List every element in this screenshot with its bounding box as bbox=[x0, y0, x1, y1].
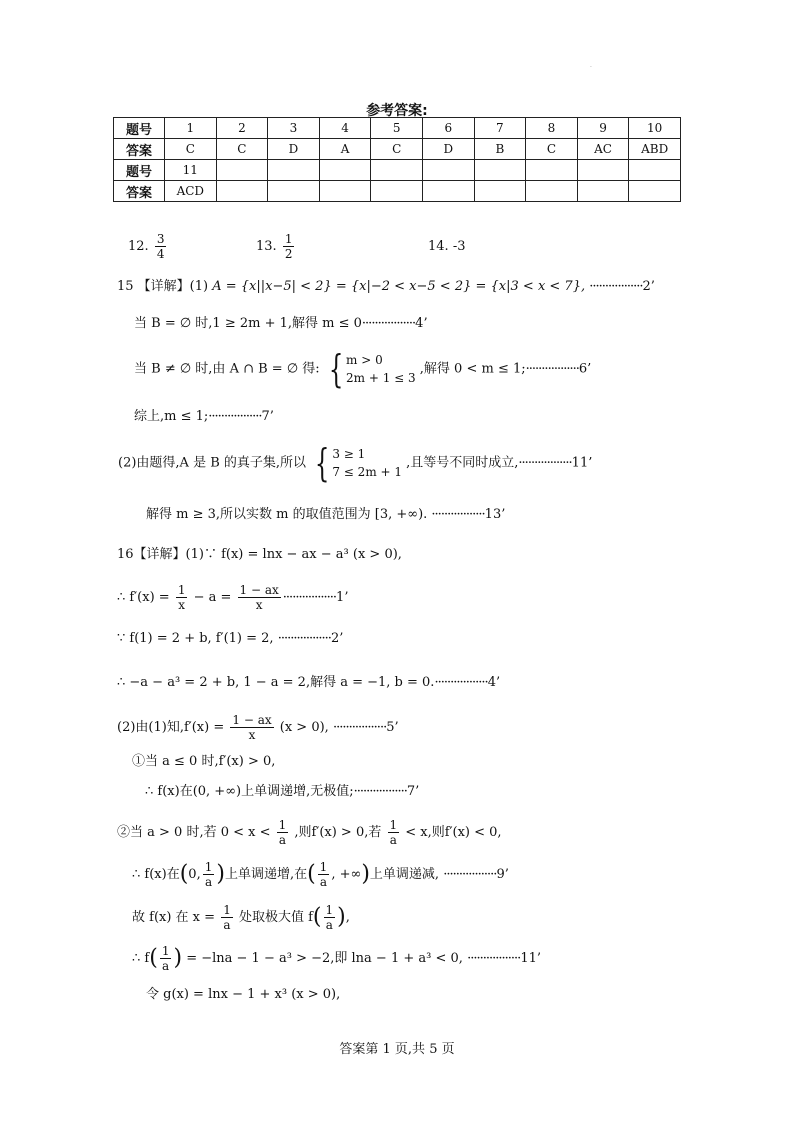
page-footer: 答案第 1 页,共 5 页 bbox=[339, 1042, 455, 1057]
table-cell: 11 bbox=[165, 160, 217, 181]
table-cell: 9 bbox=[577, 118, 629, 139]
table-cell: 3 bbox=[268, 118, 320, 139]
table-cell bbox=[422, 160, 474, 181]
table-cell bbox=[319, 181, 371, 202]
table-cell: C bbox=[371, 139, 423, 160]
table-cell bbox=[526, 160, 578, 181]
row-header: 题号 bbox=[114, 118, 165, 139]
table-cell: A bbox=[319, 139, 371, 160]
q15-line-1: 15 【详解】(1) A = {x||x−5| < 2} = {x|−2 < x−5 < 2} = {x|3 < x < 7}, ·················2’ bbox=[117, 279, 655, 294]
table-cell bbox=[629, 181, 681, 202]
table-cell bbox=[474, 160, 526, 181]
table-cell: 8 bbox=[526, 118, 578, 139]
table-row bbox=[114, 181, 681, 202]
table-cell: 5 bbox=[371, 118, 423, 139]
table-cell bbox=[526, 181, 578, 202]
table-cell bbox=[422, 181, 474, 202]
row-header: 答案 bbox=[114, 139, 165, 160]
q16-line-10: 故 f(x) 在 x = $\frac{1}{a}$ 处取极大值 f( $\frac{1}{a}$ ), bbox=[132, 903, 350, 932]
row-header: 答案 bbox=[114, 181, 165, 202]
table-cell bbox=[268, 181, 320, 202]
table-cell bbox=[577, 181, 629, 202]
q16-line-5: (2)由(1)知,f′(x) = $\frac{1 - ax}{x}$ (x > 0), ·················5’ bbox=[117, 713, 399, 742]
table-cell bbox=[629, 160, 681, 181]
q15-line-5: (2)由题得,A 是 B 的真子集,所以 { 3 ≥ 1 7 ≤ 2m + 1 ,且等号不同时成立,·················11’ bbox=[118, 441, 593, 485]
table-row bbox=[114, 118, 681, 139]
q16-line-3: ∵ f(1) = 2 + b, f′(1) = 2, ·················2’ bbox=[117, 631, 344, 646]
answer-12: 12. $\frac{3}{4}$ bbox=[128, 232, 165, 261]
q16-line-4: ∴ −a − a³ = 2 + b, 1 − a = 2,解得 a = −1, b = 0.·················4’ bbox=[117, 675, 501, 690]
table-cell: AC bbox=[577, 139, 629, 160]
table-cell bbox=[319, 160, 371, 181]
q16-line-11: ∴ f( $\frac{1}{a}$ ) = −lna − 1 − a³ > −2,即 lna − 1 + a³ < 0, ·················11’ bbox=[132, 944, 541, 973]
table-cell: B bbox=[474, 139, 526, 160]
q16-line-1: 16【详解】(1)∵ f(x) = lnx − ax − a³ (x > 0), bbox=[117, 547, 402, 562]
corner-mark: · bbox=[590, 64, 592, 71]
table-cell bbox=[371, 181, 423, 202]
table-cell bbox=[474, 181, 526, 202]
table-cell: 1 bbox=[165, 118, 217, 139]
answer-14: 14. -3 bbox=[428, 239, 466, 254]
table-cell: ABD bbox=[629, 139, 681, 160]
table-cell: 6 bbox=[422, 118, 474, 139]
q15-line-4: 综上,m ≤ 1;·················7’ bbox=[134, 409, 274, 424]
answer-title: 参考答案: bbox=[366, 103, 428, 119]
table-cell bbox=[216, 160, 268, 181]
equation-system: { 3 ≥ 1 7 ≤ 2m + 1 bbox=[315, 441, 403, 485]
table-cell: 7 bbox=[474, 118, 526, 139]
q16-line-9: ∴ f(x)在(0, $\frac{1}{a}$ )上单调递增,在( $\frac{1}{a}$ , +∞)上单调递减, ·················9’ bbox=[132, 860, 509, 889]
table-cell: D bbox=[268, 139, 320, 160]
q16-line-8: ②当 a > 0 时,若 0 < x < $\frac{1}{a}$ ,则f′(x) > 0,若 $\frac{1}{a}$ < x,则f′(x) < 0, bbox=[117, 818, 502, 847]
q16-line-2: ∴ f′(x) = $\frac{1}{x}$ − a = $\frac{1 - ax}{x}$ ·················1’ bbox=[117, 583, 349, 612]
answer-table bbox=[113, 117, 681, 202]
table-cell bbox=[371, 160, 423, 181]
fraction: $\frac{3}{4}$ bbox=[156, 232, 165, 261]
table-row bbox=[114, 139, 681, 160]
table-cell: C bbox=[526, 139, 578, 160]
table-cell: C bbox=[216, 139, 268, 160]
table-cell: D bbox=[422, 139, 474, 160]
table-cell: 2 bbox=[216, 118, 268, 139]
table-cell: C bbox=[165, 139, 217, 160]
q15-line-2: 当 B = ∅ 时,1 ≥ 2m + 1,解得 m ≤ 0·················4’ bbox=[134, 316, 428, 331]
table-cell: ACD bbox=[165, 181, 217, 202]
table-row bbox=[114, 160, 681, 181]
table-cell: 4 bbox=[319, 118, 371, 139]
table-cell: 10 bbox=[629, 118, 681, 139]
answer-13: 13. $\frac{1}{2}$ bbox=[256, 232, 293, 261]
q16-line-12: 令 g(x) = lnx − 1 + x³ (x > 0), bbox=[146, 987, 341, 1002]
row-header: 题号 bbox=[114, 160, 165, 181]
q16-line-7: ∴ f(x)在(0, +∞)上单调递增,无极值;·················7’ bbox=[145, 784, 420, 799]
equation-system: { m > 0 2m + 1 ≤ 3 bbox=[328, 347, 416, 391]
q15-line-3: 当 B ≠ ∅ 时,由 A ∩ B = ∅ 得: { m > 0 2m + 1 ≤ 3 ,解得 0 < m ≤ 1;·················6’ bbox=[134, 347, 592, 391]
fraction: $\frac{1}{2}$ bbox=[284, 232, 293, 261]
table-cell bbox=[577, 160, 629, 181]
q16-line-6: ①当 a ≤ 0 时,f′(x) > 0, bbox=[132, 754, 276, 769]
table-cell bbox=[216, 181, 268, 202]
q15-line-6: 解得 m ≥ 3,所以实数 m 的取值范围为 [3, +∞). ·················13’ bbox=[146, 507, 506, 522]
table-cell bbox=[268, 160, 320, 181]
